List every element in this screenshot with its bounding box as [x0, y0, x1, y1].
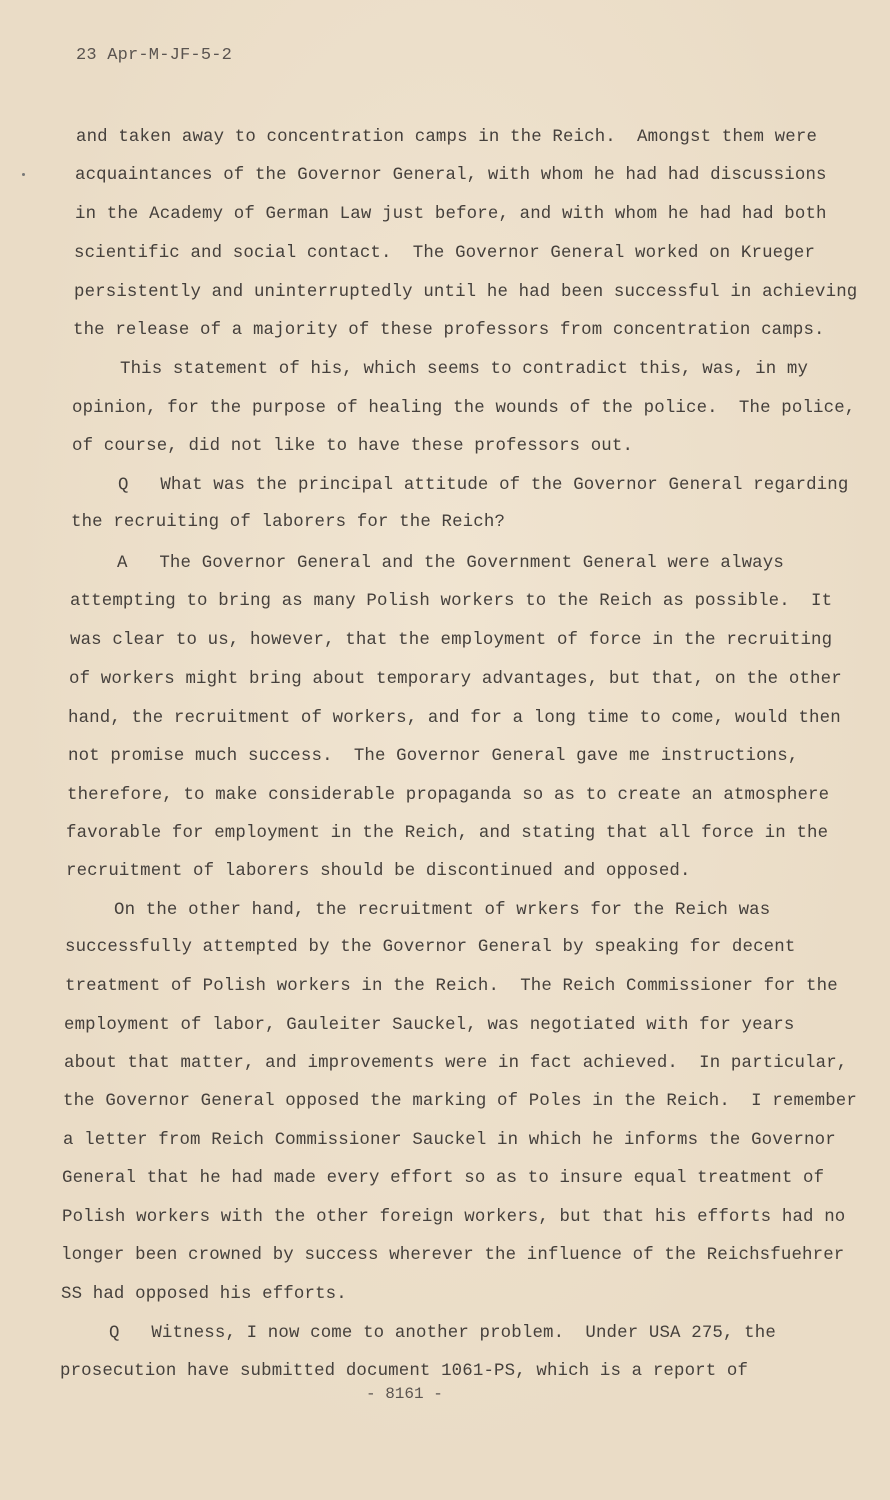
text-line: not promise much success. The Governor General gave me instructions, [68, 747, 799, 766]
text-line: the recruiting of laborers for the Reich? [71, 513, 506, 532]
page-number: - 8161 - [366, 1385, 443, 1403]
question-line: Q What was the principal attitude of the Governor General regarding [118, 476, 849, 495]
text-line: the release of a majority of these professors from concentration camps. [73, 321, 825, 340]
text-line: acquaintances of the Governor General, with whom he had had discussions [75, 166, 827, 185]
answer-line: A The Governor General and the Government General were always [117, 554, 784, 573]
paragraph-start-line: This statement of his, which seems to contradict this, was, in my [120, 360, 809, 379]
text-line: of course, did not like to have these professors out. [72, 437, 634, 456]
text-line: favorable for employment in the Reich, and stating that all force in the [66, 824, 829, 843]
text-line: successfully attempted by the Governor General by speaking for decent [65, 938, 796, 957]
text-line: persistently and uninterruptedly until he had been successful in achieving [74, 283, 858, 302]
text-line: longer been crowned by success wherever the influence of the Reichsfuehrer [61, 1246, 845, 1265]
text-line: employment of labor, Gauleiter Sauckel, was negotiated with for years [64, 1016, 795, 1035]
text-line: and taken away to concentration camps in the Reich. Amongst them were [76, 128, 818, 147]
text-line: therefore, to make considerable propaganda so as to create an atmosphere [67, 786, 830, 805]
text-line: scientific and social contact. The Governor General worked on Krueger [74, 244, 816, 263]
text-line: opinion, for the purpose of healing the wounds of the police. The police, [72, 399, 856, 418]
text-line: was clear to us, however, that the employment of force in the recruiting [70, 631, 833, 650]
text-line: in the Academy of German Law just before, and with whom he had had both [75, 205, 827, 224]
text-line: prosecution have submitted document 1061-PS, which is a report of [60, 1362, 749, 1381]
document-reference: 23 Apr-M-JF-5-2 [76, 46, 233, 65]
text-line: hand, the recruitment of workers, and for a long time to come, would then [68, 709, 841, 728]
margin-mark [22, 173, 25, 176]
question-line: Q Witness, I now come to another problem. Under USA 275, the [109, 1324, 776, 1343]
paragraph-start-line: On the other hand, the recruitment of wrkers for the Reich was [114, 901, 771, 920]
text-line: the Governor General opposed the marking of Poles in the Reich. I remember [63, 1092, 857, 1111]
text-line: General that he had made every effort so as to insure equal treatment of [62, 1169, 825, 1188]
text-line: SS had opposed his efforts. [61, 1285, 347, 1304]
text-line: attempting to bring as many Polish workers to the Reich as possible. It [70, 592, 833, 611]
text-line: Polish workers with the other foreign workers, but that his efforts had no [62, 1208, 846, 1227]
text-line: treatment of Polish workers in the Reich. The Reich Commissioner for the [65, 977, 838, 996]
text-line: a letter from Reich Commissioner Sauckel in which he informs the Governor [63, 1131, 836, 1150]
text-line: recruitment of laborers should be discontinued and opposed. [66, 862, 691, 881]
text-line: about that matter, and improvements were in fact achieved. In particular, [64, 1054, 848, 1073]
text-line: of workers might bring about temporary advantages, but that, on the other [69, 670, 842, 689]
